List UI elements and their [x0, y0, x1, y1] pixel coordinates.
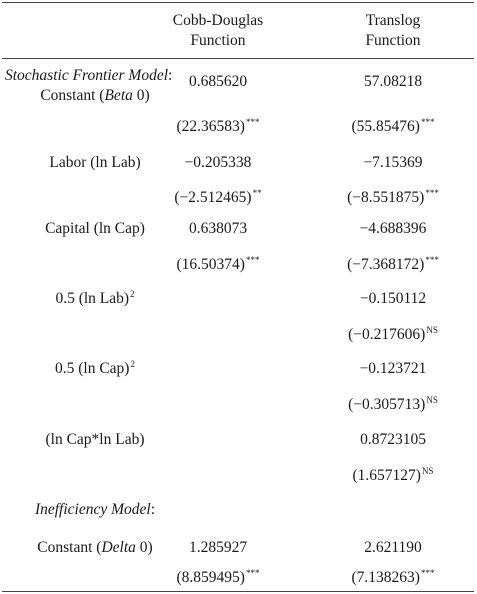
tstat-value: (1.657127): [352, 467, 421, 484]
cell-constant-beta-cd-t: [143, 117, 293, 137]
cell-labor-tl-t: [318, 188, 468, 208]
header-cobb-douglas-line2: Function: [190, 32, 246, 49]
tstat-value: (7.138263): [351, 569, 420, 586]
header-translog: [318, 11, 468, 51]
cell-capital-cd: 0.638073: [188, 220, 248, 237]
cell-constant-delta-tl: 2.621190: [364, 539, 422, 556]
cell-capital-tl: −4.688396: [359, 220, 427, 237]
significance-marker: ***: [245, 117, 260, 127]
cell-lab-squared-tl: −0.150112: [359, 290, 427, 307]
header-rule: [2, 58, 474, 59]
row-label-cap-squared-text: 0.5 (ln Cap): [55, 360, 130, 377]
table-top-rule: [2, 2, 474, 3]
section-stochastic-title: Stochastic Frontier Model: [5, 67, 169, 84]
significance-marker: ***: [425, 255, 439, 265]
significance-marker: NS: [426, 395, 438, 405]
row-label-labor: Labor (ln Lab): [49, 154, 141, 171]
exponent: 2: [130, 359, 135, 369]
exponent: 2: [130, 289, 135, 299]
row-label-lab-squared: [0, 289, 190, 309]
section-inefficiency-title: Inefficiency Model: [34, 501, 151, 518]
significance-marker: ***: [245, 255, 260, 265]
row-label-constant-delta-prefix: Constant (: [37, 539, 102, 556]
significance-marker: ***: [245, 568, 260, 578]
cell-constant-delta-cd-t: [143, 568, 293, 588]
cell-cap-squared-tl-t: [318, 395, 468, 415]
cell-labor-cd: −0.205338: [184, 154, 252, 171]
tstat-value: (−0.305713): [348, 396, 426, 413]
cell-constant-delta-tl-t: [318, 568, 468, 588]
row-label-constant-delta-italic: Delta: [101, 539, 136, 556]
row-label-lab-squared-text: 0.5 (ln Lab): [55, 290, 130, 307]
header-cobb-douglas: [143, 11, 293, 51]
row-label-constant-beta-suffix: 0): [132, 87, 150, 104]
cell-cap-squared-tl: −0.123721: [359, 360, 427, 377]
cell-labor-cd-t: [143, 188, 293, 208]
tstat-value: (−8.551875): [347, 189, 425, 206]
significance-marker: ***: [420, 568, 435, 578]
tstat-value: (−7.368172): [347, 256, 425, 273]
section-stochastic-colon: :: [168, 67, 173, 84]
row-label-capital: Capital (ln Cap): [45, 220, 145, 237]
cell-constant-beta-tl-t: [318, 117, 468, 137]
tstat-value: (−2.512465): [174, 189, 252, 206]
header-translog-line2: Function: [365, 32, 421, 49]
tstat-value: (55.85476): [351, 118, 420, 135]
cell-labor-tl: −7.15369: [363, 154, 423, 171]
cell-constant-beta-tl: 57.08218: [363, 73, 423, 90]
header-cobb-douglas-line1: Cobb-Douglas: [172, 12, 264, 29]
significance-marker: NS: [421, 466, 434, 476]
row-label-constant-delta-suffix: 0): [135, 539, 153, 556]
cell-constant-delta-cd: 1.285927: [188, 539, 248, 556]
table-bottom-rule: [2, 591, 474, 592]
significance-marker: **: [252, 188, 262, 198]
significance-marker: ***: [420, 117, 435, 127]
row-label-constant-beta-prefix: Constant (: [40, 87, 105, 104]
significance-marker: NS: [426, 325, 438, 335]
cell-cross-term-tl: 0.8723105: [360, 431, 426, 448]
row-label-cap-squared: [0, 359, 190, 379]
cell-capital-tl-t: [318, 255, 468, 275]
section-inefficiency: [0, 500, 190, 520]
row-label-constant-beta-italic: Beta: [104, 87, 133, 104]
cell-lab-squared-tl-t: [318, 325, 468, 345]
cell-constant-beta-cd: 0.685620: [188, 73, 248, 90]
tstat-value: (8.859495): [176, 569, 245, 586]
section-inefficiency-colon: :: [150, 501, 156, 518]
tstat-value: (16.50374): [176, 256, 245, 273]
cell-cross-term-tl-t: [318, 466, 468, 486]
row-label-cross-term: (ln Cap*ln Lab): [45, 431, 145, 448]
tstat-value: (−0.217606): [348, 326, 426, 343]
cell-capital-cd-t: [143, 255, 293, 275]
tstat-value: (22.36583): [176, 118, 245, 135]
header-translog-line1: Translog: [365, 12, 421, 29]
significance-marker: ***: [425, 188, 439, 198]
